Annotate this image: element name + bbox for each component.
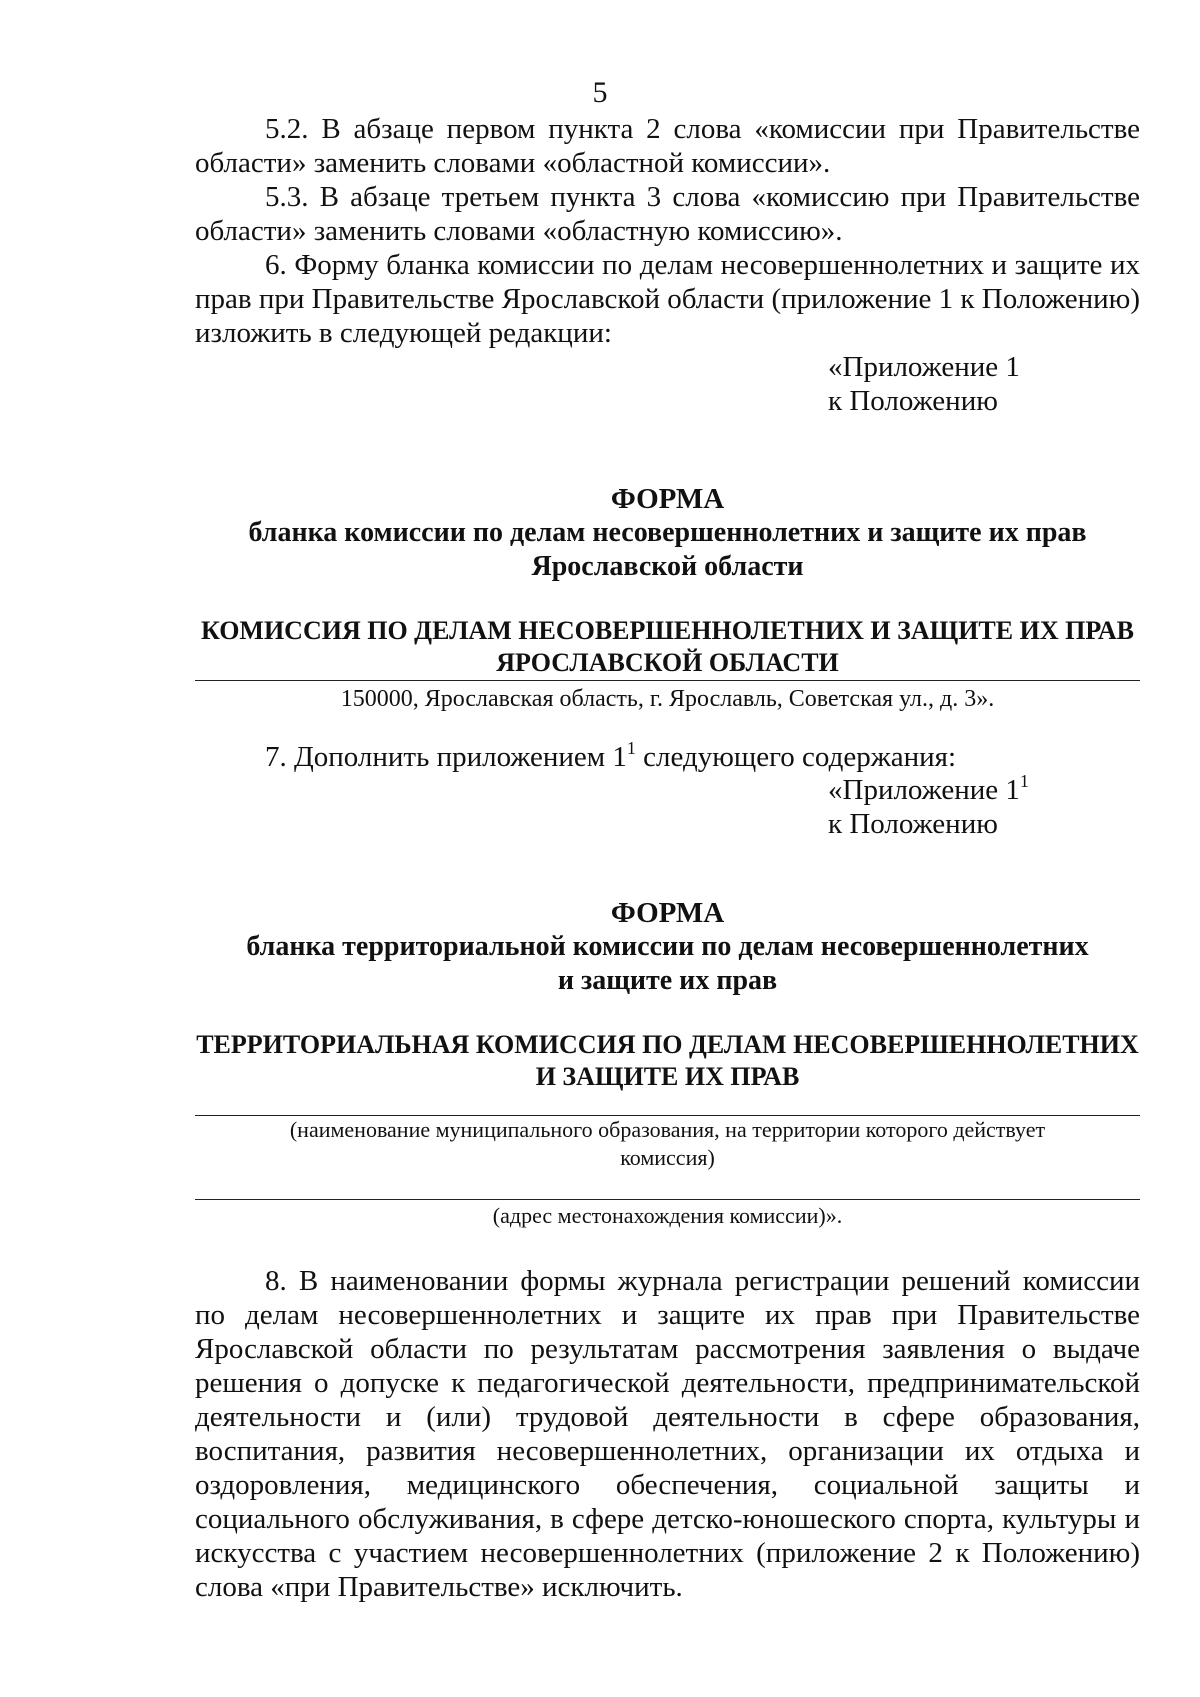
paragraph-6 [195,248,1140,350]
paragraph-7-sup: 1 [626,738,636,758]
form2-blank-line1: ТЕРРИТОРИАЛЬНАЯ КОМИССИЯ ПО ДЕЛАМ НЕСОВЕРШЕННОЛЕТНИХ [196,1030,1139,1059]
form1-blank-line1: КОМИССИЯ ПО ДЕЛАМ НЕСОВЕРШЕННОЛЕТНИХ И ЗАЩИТЕ ИХ ПРАВ [200,616,1135,645]
paragraph-7-text [195,740,1140,774]
form1-blank-line2: ЯРОСЛАВСКОЙ ОБЛАСТИ [496,648,839,677]
form2-address-line [195,1199,1140,1200]
annex-1-1-line2: к Положению [828,808,998,840]
paragraph-7-main: 7. Дополнить приложением 1 [265,741,627,773]
form2-blank-line2: И ЗАЩИТЕ ИХ ПРАВ [535,1062,800,1091]
form2-municipality-caption [195,1116,1140,1172]
paragraph-7 [195,740,1140,774]
form1-subtitle1: бланка комиссии по делам несовершеннолетних и защите их прав [248,517,1087,548]
form2-caption1-line2: комиссия) [620,1145,715,1170]
form2-caption1-line1: (наименование муниципального образования, на территории которого действует [289,1117,1046,1142]
paragraph-5-3-text: 5.3. В абзаце третьем пункта 3 слова «комиссию при Правительстве области» заменить словами «областную комиссию». [195,181,1140,247]
paragraph-7-tail: следующего содержания: [635,741,957,773]
form1-address: 150000, Ярославская область, г. Ярославль, Советская ул., д. 3». [340,686,995,712]
annex-1-line1: «Приложение 1 [828,351,1020,383]
form2-subtitle2: и защите их прав [557,965,778,996]
form1-heading: ФОРМА [610,483,725,515]
paragraph-6-text: 6. Форму бланка комиссии по делам несовершеннолетних и защите их прав при Правительстве Ярославской области (приложение 1 к Положению) изложить в следующей редакции: [195,249,1140,349]
form2-heading: ФОРМА [610,897,725,929]
annex-1-1-sup: 1 [1019,771,1029,791]
paragraph-5-2-text: 5.2. В абзаце первом пункта 2 слова «комиссии при Правительстве области» заменить словами «областной комиссии». [195,113,1140,179]
paragraph-8 [195,1264,1140,1604]
form1-divider [195,680,1140,681]
annex-1-label [828,350,1020,418]
annex-1-1-label [828,773,1029,841]
paragraph-8-text: 8. В наименовании формы журнала регистрации решений комиссии по делам несовершеннолетних и защите их прав при Правительстве Ярославской области по результатам рассмотрения заявления о выдаче решения о допуске к педагогической деятельности, предпринимательской деятельности и (или) трудовой деятельности в сфере образования, воспитания, развития несовершеннолетних, организации их отдыха и оздоровления, медицинского обеспечения, социальной защиты и социального обслуживания, в сфере детско-юношеского спорта, культуры и искусства с участием несовершеннолетних (приложение 2 к Положению) слова «при Правительстве» исключить. [195,1265,1140,1603]
form2-subtitle1: бланка территориальной комиссии по делам несовершеннолетних [246,931,1089,962]
page-number: 5 [592,76,608,109]
paragraph-5-2 [195,112,1140,180]
form1-subtitle2: Ярославской области [531,551,804,582]
annex-1-line2: к Положению [828,385,998,417]
form2-address-caption: (адрес местонахождения комиссии)». [492,1203,843,1228]
paragraph-5-3 [195,180,1140,248]
annex-1-1-line1: «Приложение 1 [828,774,1020,806]
annex-1-1-line1-wrap [828,773,1029,807]
